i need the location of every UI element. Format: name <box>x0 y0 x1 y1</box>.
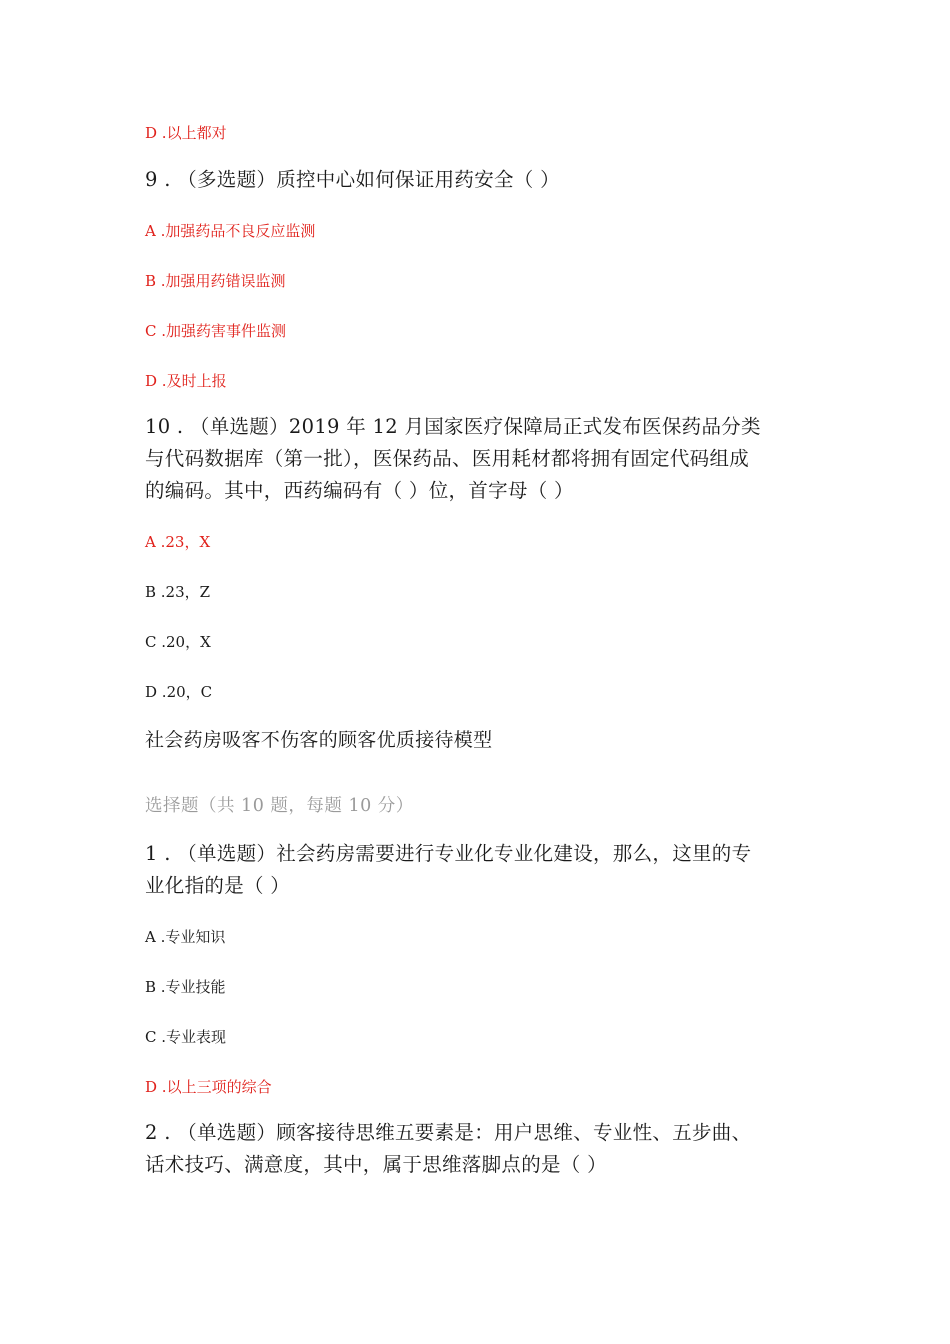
section-question-2-title-line-1: 2 . （单选题）顾客接待思维五要素是：用户思维、专业性、五步曲、 <box>145 1121 752 1144</box>
section-question-1-title-line-2: 业化指的是（ ） <box>145 874 291 897</box>
section-question-1-option-b: B .专业技能 <box>145 978 226 996</box>
question-9-option-d: D .及时上报 <box>145 372 227 390</box>
section-question-1-option-a: A .专业知识 <box>145 928 226 946</box>
section-question-1-title-line-1: 1 . （单选题）社会药房需要进行专业化专业化建设，那么，这里的专 <box>145 842 752 865</box>
question-10-option-a: A .23，X <box>145 533 211 551</box>
question-10-title-line-1: 10 . （单选题）2019 年 12 月国家医疗保障局正式发布医保药品分类 <box>145 415 761 438</box>
question-10-title-line-2: 与代码数据库（第一批），医保药品、医用耗材都将拥有固定代码组成 <box>145 447 750 470</box>
section-title: 社会药房吸客不伤客的顾客优质接待模型 <box>145 729 493 751</box>
question-9-title: 9 . （多选题）质控中心如何保证用药安全（ ） <box>145 168 560 191</box>
question-10-option-c: C .20，X <box>145 633 211 651</box>
section-info: 选择题（共 10 题，每题 10 分） <box>145 796 414 816</box>
question-9-option-c: C .加强药害事件监测 <box>145 322 287 340</box>
question-10-option-d: D .20，C <box>145 683 213 701</box>
question-9-option-b: B .加强用药错误监测 <box>145 272 286 290</box>
question-10-title-line-3: 的编码。其中，西药编码有（ ）位，首字母（ ） <box>145 479 574 502</box>
prev-question-option-d: D .以上都对 <box>145 124 227 142</box>
section-question-2-title-line-2: 话术技巧、满意度，其中，属于思维落脚点的是（ ） <box>145 1153 607 1176</box>
section-question-1-option-c: C .专业表现 <box>145 1028 227 1046</box>
section-question-1-option-d: D .以上三项的综合 <box>145 1078 272 1096</box>
question-9-option-a: A .加强药品不良反应监测 <box>145 222 316 240</box>
question-10-option-b: B .23，Z <box>145 583 211 601</box>
